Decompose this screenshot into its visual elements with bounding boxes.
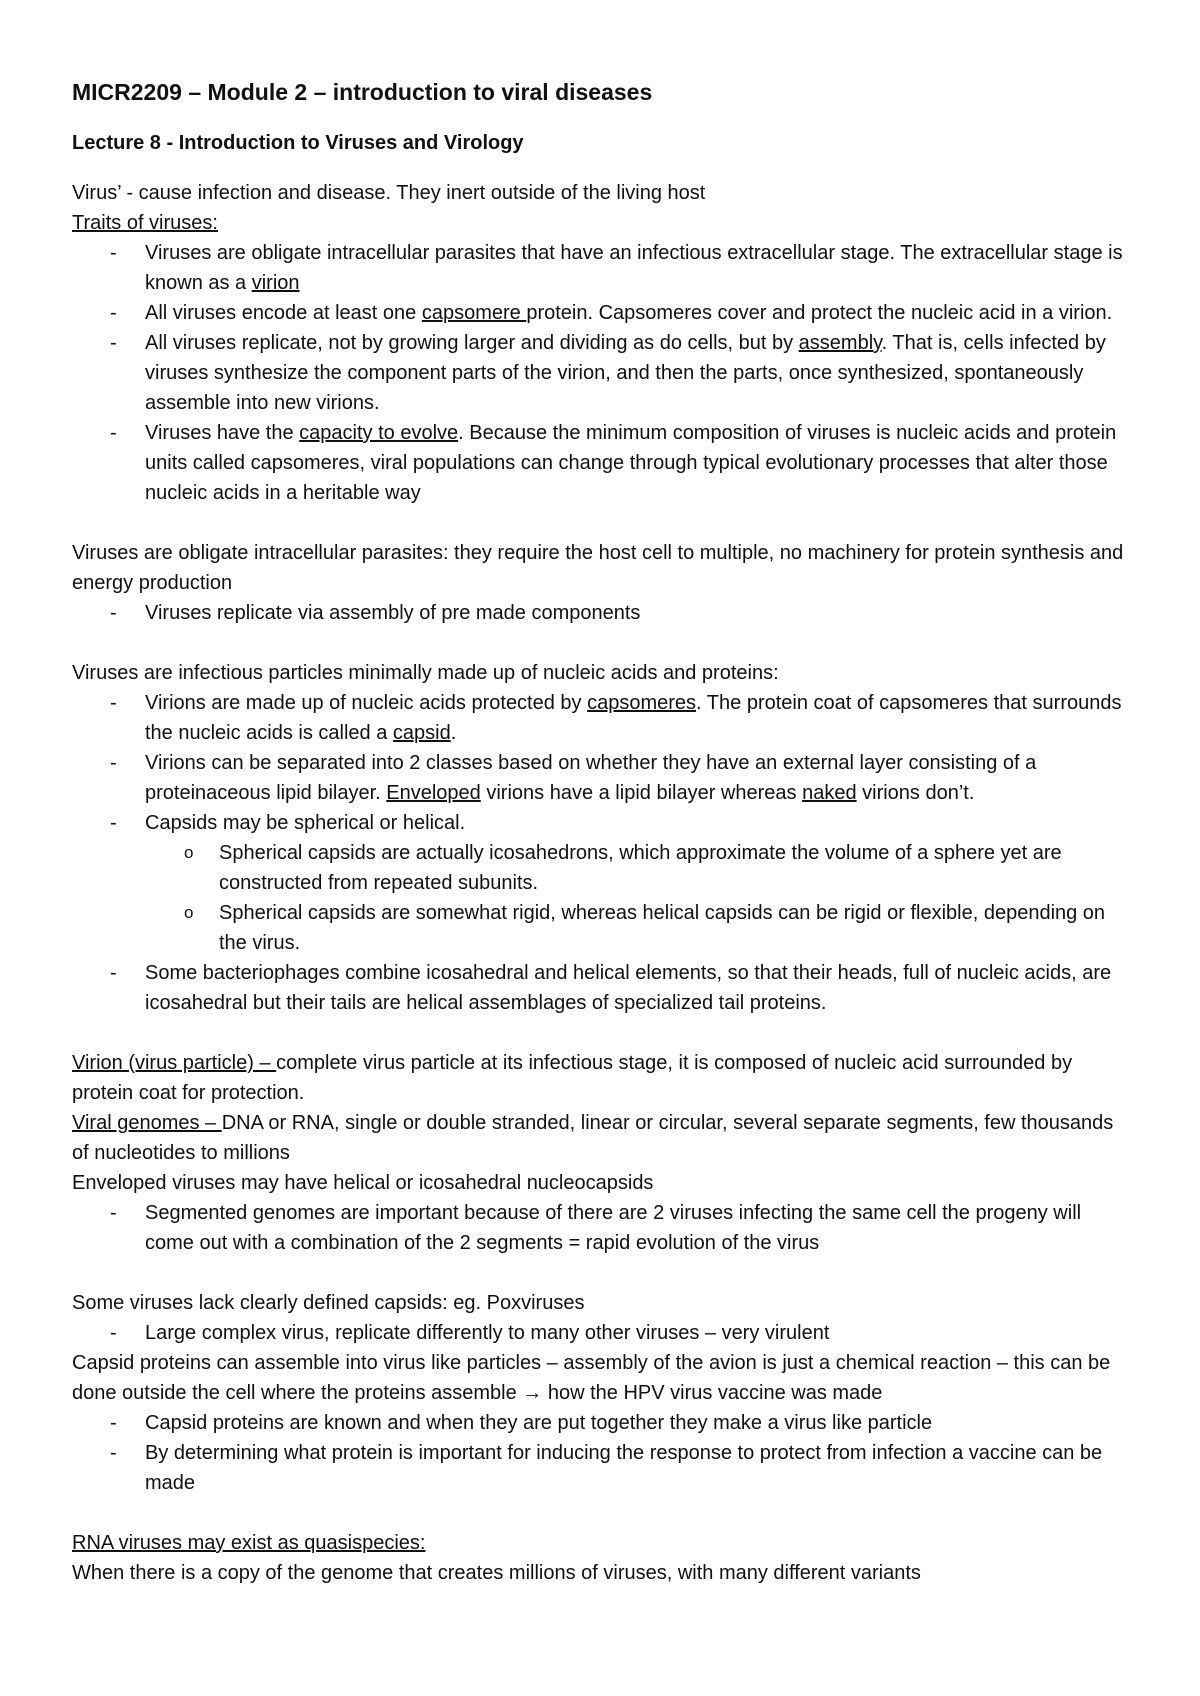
traits-item: - All viruses replicate, not by growing larger and dividing as do cells, but by assembly. That is, cells infected by viruses synthesize the component parts of the virion, and then the parts, once synthesized, spontaneously assemble into new virions. (72, 328, 1132, 418)
list-item: - Capsids may be spherical or helical. o Spherical capsids are actually icosahedrons, which approximate the volume of a sphere yet are constructed from repeated subunits. o Spherical capsids are somewhat rigid, whereas helical capsids can be rigid or flexible, depending on the virus. (72, 808, 1132, 958)
list-item: - Viruses replicate via assembly of pre made components (72, 598, 1132, 628)
traits-item: - Viruses are obligate intracellular parasites that have an infectious extracellular stage. The extracellular stage is known as a virion (72, 238, 1132, 298)
arrow-icon: → (522, 1382, 543, 1404)
virion-term: virion (251, 272, 300, 294)
traits-item: - All viruses encode at least one capsomere protein. Capsomeres cover and protect the nucleic acid in a virion. (72, 298, 1132, 328)
enveloped-line: Enveloped viruses may have helical or icosahedral nucleocapsids (72, 1172, 654, 1194)
naked-term: naked (802, 782, 857, 804)
traits-item: - Viruses have the capacity to evolve. Because the minimum composition of viruses is nucleic acids and protein units called capsomeres, viral populations can change through typical evolutionary processes that alter those nucleic acids in a heritable way (72, 418, 1132, 508)
document-title: MICR2209 – Module 2 – introduction to viral diseases (72, 79, 653, 105)
obligate-list (72, 598, 1132, 628)
intro-line: Virus’ - cause infection and disease. They inert outside of the living host (72, 182, 706, 204)
virion-definition-term: Virion (virus particle) – (72, 1052, 277, 1074)
sub-list-item: o Spherical capsids are somewhat rigid, whereas helical capsids can be rigid or flexible, depending on the virus. (72, 898, 1132, 958)
vlp-list (72, 1408, 1132, 1498)
particles-paragraph: Viruses are infectious particles minimally made up of nucleic acids and proteins: (72, 662, 779, 684)
genome-definition: Viral genomes – DNA or RNA, single or double stranded, linear or circular, several separate segments, few thousands of nucleotides to millions (72, 1112, 1114, 1164)
capsid-term: capsid (392, 722, 451, 744)
rna-heading: RNA viruses may exist as quasispecies: (72, 1532, 426, 1554)
rna-paragraph: When there is a copy of the genome that creates millions of viruses, with many different variants (72, 1562, 921, 1584)
capsomere-term: capsomere (421, 302, 527, 324)
list-item: - Capsid proteins are known and when they are put together they make a virus like particle (72, 1408, 1132, 1438)
traits-list (72, 238, 1132, 508)
evolve-term: capacity to evolve (299, 422, 459, 444)
list-item: - Virions are made up of nucleic acids protected by capsomeres. The protein coat of capsomeres that surrounds the nucleic acids is called a capsid. (72, 688, 1132, 748)
list-item: - By determining what protein is important for inducing the response to protect from infection a vaccine can be made (72, 1438, 1132, 1498)
pox-paragraph: Some viruses lack clearly defined capsids: eg. Poxviruses (72, 1292, 585, 1314)
obligate-paragraph: Viruses are obligate intracellular parasites: they require the host cell to multiple, no machinery for protein synthesis and energy production (72, 542, 1124, 594)
sub-list-item: o Spherical capsids are actually icosahedrons, which approximate the volume of a sphere yet are constructed from repeated subunits. (72, 838, 1132, 898)
pox-list (72, 1318, 1132, 1348)
genome-definition-term: Viral genomes – (72, 1112, 222, 1134)
particles-list (72, 688, 1132, 1018)
enveloped-term: Enveloped (386, 782, 481, 804)
assembly-term: assembly (798, 332, 882, 354)
list-item: - Some bacteriophages combine icosahedral and helical elements, so that their heads, full of nucleic acids, are icosahedral but their tails are helical assemblages of specialized tail proteins. (72, 958, 1132, 1018)
list-item: - Large complex virus, replicate differently to many other viruses – very virulent (72, 1318, 1132, 1348)
list-item: - Virions can be separated into 2 classes based on whether they have an external layer consisting of a proteinaceous lipid bilayer. Enveloped virions have a lipid bilayer whereas naked virions don’t. (72, 748, 1132, 808)
lecture-heading: Lecture 8 - Introduction to Viruses and Virology (72, 132, 524, 154)
list-item: - Segmented genomes are important because of there are 2 viruses infecting the same cell the progeny will come out with a combination of the 2 segments = rapid evolution of the virus (72, 1198, 1132, 1258)
segmented-list (72, 1198, 1132, 1258)
traits-heading: Traits of viruses: (72, 212, 218, 234)
capsid-sublist (72, 838, 1132, 958)
document-page (72, 72, 1132, 1588)
capsomeres-term: capsomeres (587, 692, 697, 714)
virion-definition: Virion (virus particle) – complete virus particle at its infectious stage, it is composed of nucleic acid surrounded by protein coat for protection. (72, 1052, 1073, 1104)
vlp-paragraph: Capsid proteins can assemble into virus like particles – assembly of the avion is just a chemical reaction – this can be done outside the cell where the proteins assemble → how the HPV virus vaccine was made (72, 1352, 1111, 1404)
